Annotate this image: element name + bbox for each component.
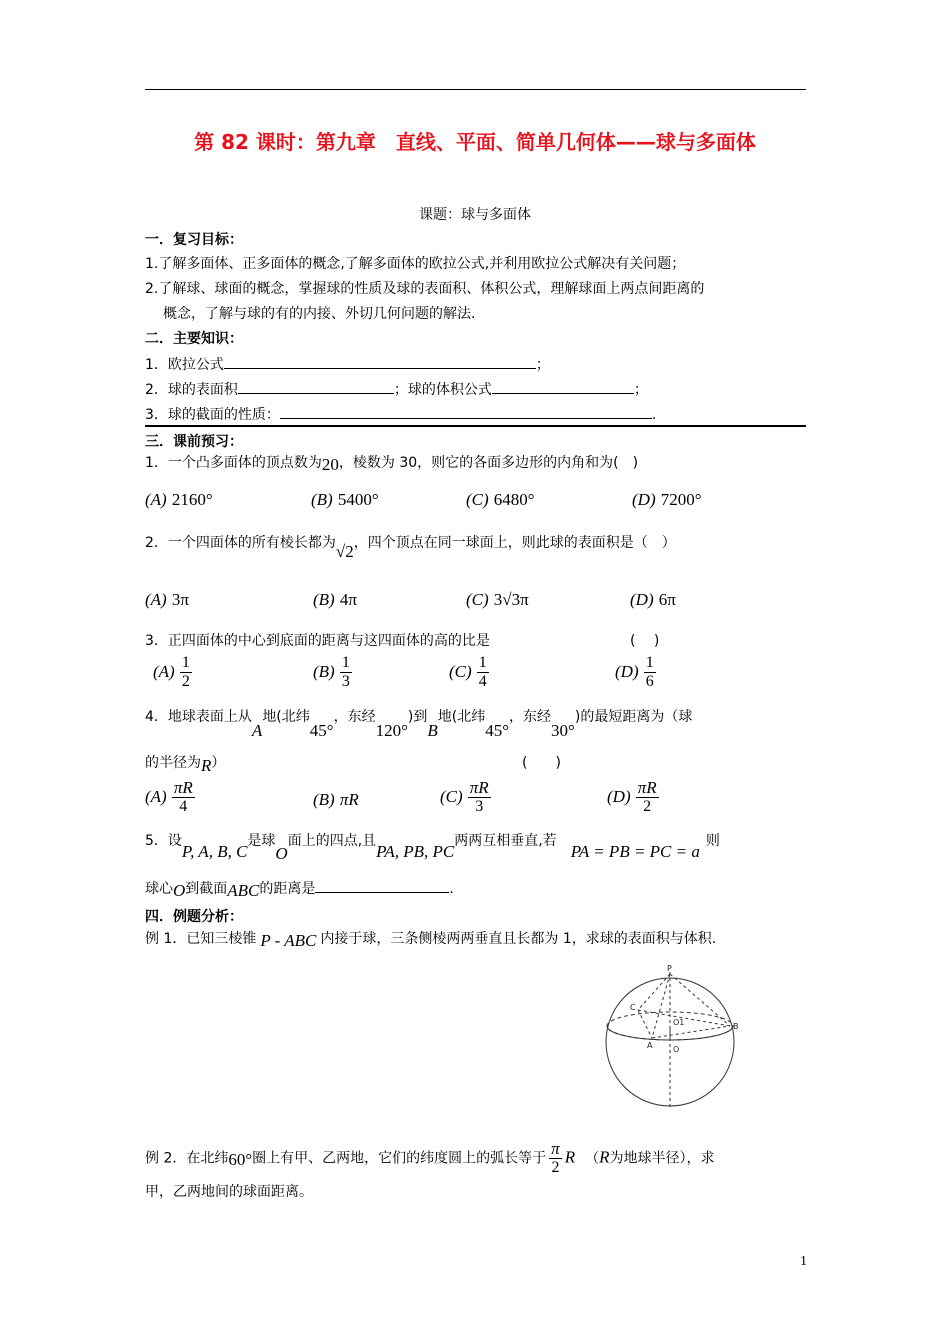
fig-label-o1: O1: [673, 1018, 685, 1027]
section-1-heading: 一．复习目标：: [145, 232, 243, 248]
q4-option-b[interactable]: [313, 790, 359, 810]
q4-text: )到: [407, 709, 428, 725]
option-label: (D): [607, 787, 631, 806]
option-value: 5400°: [337, 490, 379, 509]
longitude-a: 120°: [375, 721, 408, 740]
question-1-text-b: ，棱数为 30，则它的各面多边形的内角和为( ): [338, 455, 639, 471]
knowledge-1-end: ；: [535, 357, 550, 373]
knowledge-3-label: 3．球的截面的性质：: [145, 407, 280, 423]
ex2-text: 为地球半径），求: [609, 1150, 715, 1167]
knowledge-2-end: ；: [633, 382, 648, 398]
q4-text: ）: [211, 755, 226, 771]
latitude-b: 45°: [485, 721, 510, 740]
example-2: [145, 1140, 714, 1177]
q3-option-c[interactable]: [449, 654, 489, 691]
knowledge-2: [145, 379, 648, 399]
ex2-text: 例 2．在北纬: [145, 1150, 229, 1167]
fig-label-o: O: [673, 1045, 680, 1054]
pyramid: P - ABC: [260, 931, 317, 950]
fraction: $\frac{\pi R}{3}$: [469, 778, 489, 815]
question-4: [145, 706, 693, 740]
option-label: (B): [313, 590, 335, 609]
fraction: $\frac{1}{3}$: [341, 654, 350, 690]
q5-text: 两两互相垂直,若: [454, 833, 557, 849]
edge-length: √2: [335, 542, 354, 561]
edge-ab: [652, 1026, 730, 1038]
q2-option-b[interactable]: [313, 590, 357, 610]
q5-text: 面上的四点,且: [287, 833, 377, 849]
q1-option-b[interactable]: [311, 490, 379, 510]
page-title: 第 82 课时：第九章 直线、平面、简单几何体——球与多面体: [194, 130, 756, 154]
option-label: (A): [145, 590, 167, 609]
ex2-text: 圈上有甲、乙两地，它们的纬度圆上的弧长等于: [252, 1150, 547, 1167]
vertex-count: 20: [321, 455, 339, 474]
fraction: $\frac{1}{4}$: [478, 654, 487, 690]
q5-text: 球心: [145, 881, 173, 897]
q5-text: 是球: [247, 833, 276, 849]
q5-text: 到截面: [185, 881, 228, 897]
section-2-heading: 二．主要知识：: [145, 331, 243, 347]
ex1-text: 内接于球，三条侧棱两两垂直且长都为 1，求球的表面积与体积.: [320, 931, 717, 947]
option-value: 3√3π: [493, 590, 529, 609]
q5-text: 的距离是: [259, 881, 316, 897]
euler-blank[interactable]: [224, 354, 536, 369]
radius: R: [599, 1147, 610, 1167]
radius: R: [564, 1147, 576, 1167]
option-label: (B): [313, 662, 335, 681]
latitude-a: 45°: [309, 721, 334, 740]
q1-option-a[interactable]: [145, 490, 213, 510]
top-rule: [145, 89, 806, 90]
knowledge-1: [145, 354, 550, 374]
goal-2: 2.了解球、球面的概念，掌握球的性质及球的表面积、体积公式，理解球面上两点间距离的: [145, 281, 705, 297]
q5-text: .: [449, 881, 454, 897]
question-5-line-2: [145, 878, 454, 898]
q1-option-c[interactable]: [466, 490, 535, 510]
q3-option-a[interactable]: [153, 654, 192, 691]
question-4-line-2: [145, 752, 226, 775]
edge-ca: [638, 1010, 652, 1038]
q4-text: 4．地球表面上从: [145, 709, 252, 725]
fig-label-c: C: [630, 1003, 636, 1012]
points: P, A, B, C: [181, 842, 248, 861]
page-number: 1: [800, 1254, 807, 1269]
option-label: (D): [632, 490, 656, 509]
example-1: [145, 928, 716, 948]
option-label: (C): [466, 590, 489, 609]
fig-label-p: P: [667, 964, 672, 973]
q2-option-a[interactable]: [145, 590, 189, 610]
distance-blank[interactable]: [315, 878, 449, 893]
fraction: $\frac{1}{2}$: [181, 654, 190, 690]
q4-option-d[interactable]: [607, 779, 659, 816]
q5-text: 5．设: [145, 833, 182, 849]
center: O: [275, 844, 288, 863]
question-2-text: 2．一个四面体的所有棱长都为: [145, 535, 336, 551]
section-4-heading: 四．例题分析：: [145, 909, 243, 925]
q4-text: ，东经: [333, 709, 376, 725]
section-3-heading: 三．课前预习：: [145, 434, 243, 450]
goal-2-cont: 概念，了解与球的有的内接、外切几何问题的解法.: [163, 306, 476, 322]
option-label: (D): [615, 662, 639, 681]
ex1-text: 例 1．已知三棱锥: [145, 931, 257, 947]
option-label: (C): [449, 662, 472, 681]
section-property-blank[interactable]: [280, 404, 652, 419]
sphere-figure: [600, 962, 750, 1112]
question-3: 3．正四面体的中心到底面的距离与这四面体的高的比是: [145, 633, 490, 649]
q4-text: ，东经: [509, 709, 552, 725]
q3-option-b[interactable]: [313, 654, 352, 691]
option-label: (B): [313, 790, 335, 809]
ex2-text: （: [585, 1150, 600, 1167]
edges: PA, PB, PC: [376, 842, 455, 861]
option-label: (C): [466, 490, 489, 509]
arc-fraction: $\frac{\pi}{2}$: [551, 1139, 560, 1176]
q4-text: 地(北纬: [262, 709, 310, 725]
question-4-paren: ( ): [522, 755, 561, 771]
fig-label-b: B: [733, 1022, 739, 1031]
q2-option-d[interactable]: [630, 590, 676, 610]
knowledge-2-mid: ；球的体积公式: [393, 382, 492, 398]
option-value: πR: [339, 790, 359, 809]
question-5: [145, 830, 720, 863]
point-b: B: [427, 721, 438, 740]
fig-label-a: A: [647, 1041, 653, 1050]
q4-text: )的最短距离为（球: [574, 709, 693, 725]
q1-option-d[interactable]: [632, 490, 702, 510]
question-2-text-b: ，四个顶点在同一球面上，则此球的表面积是（ ）: [353, 535, 676, 551]
q3-option-d[interactable]: [615, 654, 656, 691]
volume-blank[interactable]: [492, 379, 634, 394]
knowledge-1-label: 1．欧拉公式: [145, 357, 224, 373]
goal-1: 1.了解多面体、正多面体的概念,了解多面体的欧拉公式,并利用欧拉公式解决有关问题；: [145, 256, 686, 272]
point-a: A: [251, 721, 263, 740]
surface-area-blank[interactable]: [238, 379, 394, 394]
question-2: [145, 532, 676, 561]
latitude: 60°: [228, 1149, 253, 1169]
q4-text: 的半径为: [145, 755, 201, 771]
option-label: (C): [440, 787, 463, 806]
fraction: $\frac{\pi R}{4}$: [173, 778, 193, 815]
option-value: 2160°: [171, 490, 213, 509]
topic-line: 课题：球与多面体: [419, 207, 531, 223]
equation: PA = PB = PC = a: [570, 842, 700, 861]
radius: R: [201, 756, 212, 775]
option-value: 6π: [658, 590, 676, 609]
option-value: 3π: [171, 590, 189, 609]
knowledge-3-end: .: [651, 407, 657, 423]
q4-option-c[interactable]: [440, 779, 491, 816]
fraction: $\frac{1}{6}$: [645, 654, 654, 690]
option-label: (A): [153, 662, 175, 681]
fraction: $\frac{\pi R}{2}$: [637, 778, 657, 815]
question-1-text: 1．一个凸多面体的顶点数为: [145, 455, 322, 471]
question-3-paren: ( ): [630, 633, 660, 649]
example-2-line-2: 甲，乙两地间的球面距离。: [145, 1184, 313, 1200]
section-divider: [145, 425, 806, 427]
knowledge-2-label: 2．球的表面积: [145, 382, 238, 398]
longitude-b: 30°: [551, 721, 575, 740]
plane: ABC: [227, 881, 260, 900]
q2-option-c[interactable]: [466, 590, 529, 610]
option-label: (A): [145, 787, 167, 806]
option-label: (D): [630, 590, 654, 609]
center: O: [173, 881, 186, 900]
option-label: (A): [145, 490, 167, 509]
q4-option-a[interactable]: [145, 779, 195, 816]
option-value: 4π: [339, 590, 357, 609]
q4-text: 地(北纬: [437, 709, 486, 725]
knowledge-3: [145, 404, 656, 424]
q5-text: 则: [705, 833, 720, 849]
question-1: [145, 452, 638, 472]
option-value: 6480°: [493, 490, 535, 509]
option-value: 7200°: [660, 490, 702, 509]
option-label: (B): [311, 490, 333, 509]
